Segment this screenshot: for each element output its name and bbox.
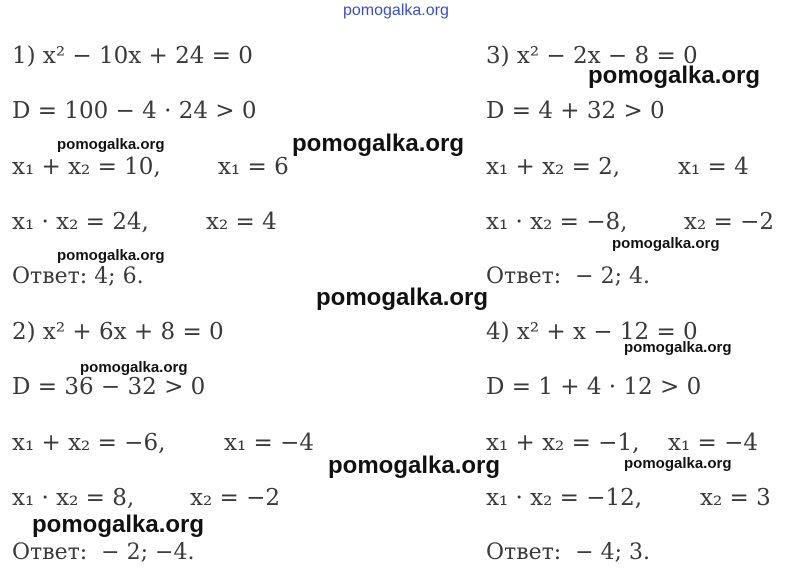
problem-1-discriminant: D = 100 − 4 · 24 > 0 bbox=[12, 98, 257, 124]
problem-1-vieta-product: x₁ · x₂ = 24, bbox=[12, 209, 149, 235]
problem-4-answer: Ответ: − 4; 3. bbox=[486, 540, 651, 565]
watermark: pomogalka.org bbox=[624, 455, 732, 472]
watermark: pomogalka.org bbox=[316, 284, 489, 311]
watermark: pomogalka.org bbox=[57, 136, 165, 153]
problem-3-answer: Ответ: − 2; 4. bbox=[486, 264, 651, 289]
problem-4-vieta-product: x₁ · x₂ = −12, bbox=[486, 485, 643, 511]
problem-1-answer: Ответ: 4; 6. bbox=[12, 264, 144, 289]
problem-4-root1: x₁ = −4 bbox=[668, 430, 758, 456]
problem-3-equation: 3) x² − 2x − 8 = 0 bbox=[486, 43, 698, 69]
problem-3-root2: x₂ = −2 bbox=[684, 209, 774, 235]
problem-3-root1: x₁ = 4 bbox=[678, 154, 749, 180]
top-watermark: pomogalka.org bbox=[343, 2, 449, 19]
problem-4-equation: 4) x² + x − 12 = 0 bbox=[486, 319, 698, 345]
problem-4-discriminant: D = 1 + 4 · 12 > 0 bbox=[486, 374, 702, 400]
watermark: pomogalka.org bbox=[292, 130, 465, 157]
problem-1-root2: x₂ = 4 bbox=[206, 209, 277, 235]
problem-2-root2: x₂ = −2 bbox=[190, 485, 280, 511]
watermark: pomogalka.org bbox=[57, 247, 165, 264]
watermark: pomogalka.org bbox=[328, 452, 501, 479]
watermark: pomogalka.org bbox=[588, 62, 761, 89]
problem-2-root1: x₁ = −4 bbox=[224, 430, 314, 456]
problem-3-discriminant: D = 4 + 32 > 0 bbox=[486, 98, 665, 124]
problem-2-vieta-product: x₁ · x₂ = 8, bbox=[12, 485, 135, 511]
watermark: pomogalka.org bbox=[612, 235, 720, 252]
problem-2-answer: Ответ: − 2; −4. bbox=[12, 540, 195, 565]
watermark: pomogalka.org bbox=[624, 339, 732, 356]
problem-1-equation: 1) x² − 10x + 24 = 0 bbox=[12, 43, 253, 69]
problem-3-vieta-product: x₁ · x₂ = −8, bbox=[486, 209, 628, 235]
problem-1-vieta-sum: x₁ + x₂ = 10, bbox=[12, 154, 161, 180]
watermark: pomogalka.org bbox=[32, 511, 205, 538]
problem-2-equation: 2) x² + 6x + 8 = 0 bbox=[12, 319, 224, 345]
problem-4-vieta-sum: x₁ + x₂ = −1, bbox=[486, 430, 640, 456]
problem-4-root2: x₂ = 3 bbox=[700, 485, 771, 511]
problem-2-vieta-sum: x₁ + x₂ = −6, bbox=[12, 430, 166, 456]
problem-1-root1: x₁ = 6 bbox=[218, 154, 289, 180]
problem-3-vieta-sum: x₁ + x₂ = 2, bbox=[486, 154, 621, 180]
watermark: pomogalka.org bbox=[80, 359, 188, 376]
problem-2-discriminant: D = 36 − 32 > 0 bbox=[12, 374, 206, 400]
